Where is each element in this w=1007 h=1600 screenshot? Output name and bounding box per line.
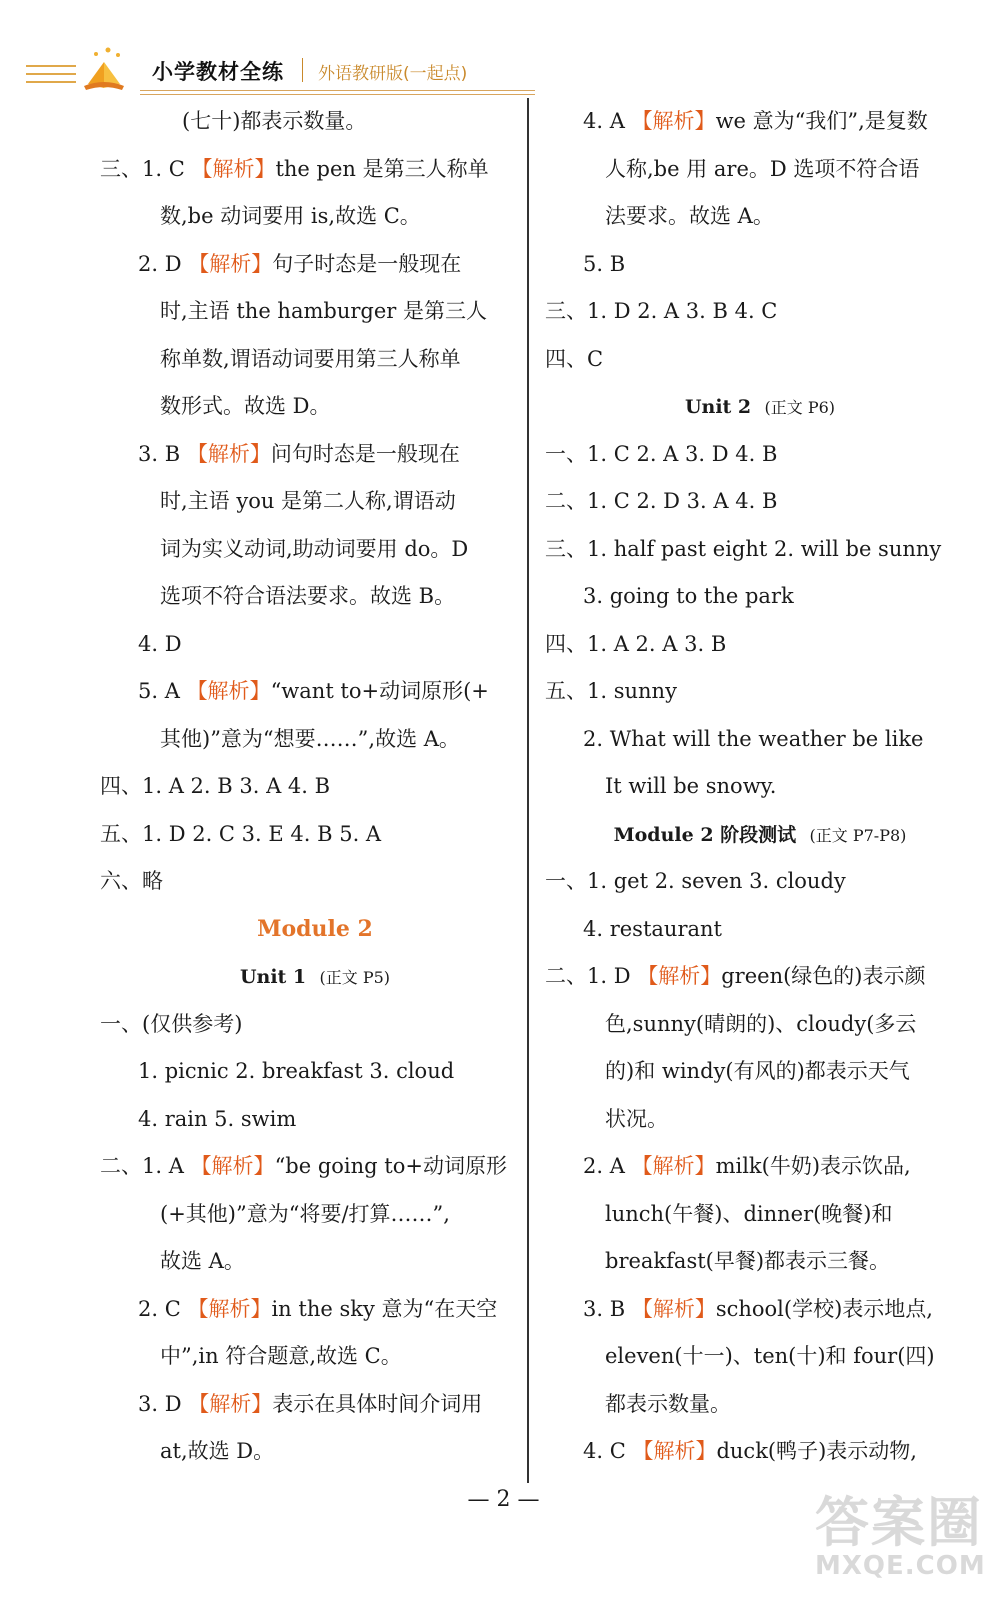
test-heading: Module 2 阶段测试 (正文 P7-P8)	[613, 823, 907, 846]
analysis-tag: 【解析】	[187, 1296, 272, 1321]
answer-line: 五、1. D 2. C 3. E 4. B 5. A	[100, 821, 382, 846]
answer-line: at,故选 D。	[160, 1439, 275, 1463]
answer-line: It will be snowy.	[605, 774, 777, 798]
answer-line: 三、1. C 【解析】the pen 是第三人称单	[100, 156, 489, 181]
answer-line: 2. What will the weather be like	[583, 726, 924, 751]
answer-line: lunch(午餐)、dinner(晚餐)和	[605, 1201, 893, 1226]
answer-line: 词为实义动词,助动词要用 do。D	[160, 536, 469, 561]
watermark-text: 答案圈	[815, 1491, 983, 1554]
answer-line: 二、1. C 2. D 3. A 4. B	[545, 489, 778, 513]
answer-line: 3. B 【解析】问句时态是一般现在	[138, 441, 460, 466]
answer-line: 四、1. A 2. A 3. B	[545, 631, 727, 656]
answer-line: 2. D 【解析】句子时态是一般现在	[138, 251, 462, 276]
answer-line: 人称,be 用 are。D 选项不符合语	[605, 156, 920, 181]
analysis-tag: 【解析】	[631, 109, 716, 133]
answer-line: 故选 A。	[160, 1249, 245, 1273]
answer-line: 二、1. D 【解析】green(绿色的)表示颜	[545, 964, 926, 988]
right-column	[545, 98, 975, 1476]
answer-line: 三、1. half past eight 2. will be sunny	[545, 536, 942, 561]
module-heading: Module 2	[257, 915, 373, 942]
answer-line: breakfast(早餐)都表示三餐。	[605, 1249, 891, 1273]
watermark	[815, 1480, 986, 1581]
answer-line: 色,sunny(晴朗的)、cloudy(多云	[605, 1011, 917, 1036]
answer-line: 中”,in 符合题意,故选 C。	[160, 1344, 402, 1368]
book-logo-icon	[18, 44, 138, 94]
analysis-tag: 【解析】	[188, 251, 273, 276]
analysis-tag: 【解析】	[186, 679, 271, 703]
analysis-tag: 【解析】	[637, 964, 722, 988]
answer-line: 六、略	[100, 869, 163, 893]
book-edition: 外语教研版(一起点)	[318, 64, 468, 84]
answer-line: 称单数,谓语动词要用第三人称单	[160, 346, 461, 371]
answer-line: 3. B 【解析】school(学校)表示地点,	[583, 1296, 933, 1321]
analysis-tag: 【解析】	[188, 1391, 273, 1416]
analysis-tag: 【解析】	[631, 1154, 716, 1178]
page-number: — 2 —	[467, 1487, 540, 1512]
unit-heading: Unit 1 (正文 P5)	[239, 966, 391, 988]
header-separator	[302, 58, 303, 82]
answer-line: 时,主语 the hamburger 是第三人	[160, 299, 487, 323]
answer-line: 都表示数量。	[605, 1391, 731, 1416]
answer-line: 其他)”意为“想要……”,故选 A。	[160, 726, 460, 751]
answer-line: 4. restaurant	[583, 916, 722, 941]
page-header	[0, 40, 545, 100]
analysis-tag: 【解析】	[191, 156, 276, 181]
answer-line: 3. going to the park	[583, 584, 794, 608]
book-title: 小学教材全练	[152, 60, 284, 84]
answer-line: 的)和 windy(有风的)都表示天气	[605, 1059, 910, 1083]
answer-line: 一、1. get 2. seven 3. cloudy	[545, 869, 846, 893]
answer-line: 数,be 动词要用 is,故选 C。	[160, 204, 421, 228]
answer-line: 四、1. A 2. B 3. A 4. B	[100, 774, 331, 798]
answer-line: 时,主语 you 是第二人称,谓语动	[160, 489, 456, 513]
answer-line: 状况。	[605, 1106, 668, 1131]
answer-line: 1. picnic 2. breakfast 3. cloud	[138, 1059, 455, 1083]
answer-line: (七十)都表示数量。	[182, 109, 367, 133]
unit-heading: Unit 2 (正文 P6)	[684, 396, 836, 418]
answer-line: 4. D	[138, 631, 182, 656]
answer-line: 选项不符合语法要求。故选 B。	[160, 584, 456, 608]
answer-line: 三、1. D 2. A 3. B 4. C	[545, 299, 778, 323]
analysis-tag: 【解析】	[632, 1439, 717, 1463]
answer-line: 4. A 【解析】we 意为“我们”,是复数	[583, 109, 928, 133]
answer-line: 数形式。故选 D。	[160, 394, 331, 418]
answer-line: 4. rain 5. swim	[138, 1106, 297, 1131]
header-rule	[140, 90, 535, 95]
answer-line: 四、C	[545, 346, 604, 371]
left-column	[100, 98, 530, 1476]
answer-line: 法要求。故选 A。	[605, 204, 774, 228]
answer-line: 5. B	[583, 251, 626, 276]
answer-line: eleven(十一)、ten(十)和 four(四)	[605, 1344, 935, 1368]
analysis-tag: 【解析】	[631, 1296, 716, 1321]
answer-line: 2. A 【解析】milk(牛奶)表示饮品,	[583, 1154, 911, 1178]
analysis-tag: 【解析】	[190, 1154, 275, 1178]
answer-line: 二、1. A 【解析】“be going to+动词原形	[100, 1154, 507, 1178]
answer-line: 一、1. C 2. A 3. D 4. B	[545, 441, 778, 466]
answer-line: (+其他)”意为“将要/打算……”,	[160, 1201, 450, 1226]
watermark-url: MXQE.COM	[815, 1551, 986, 1581]
answer-line: 5. A 【解析】“want to+动词原形(+	[138, 679, 489, 703]
answer-line: 4. C 【解析】duck(鸭子)表示动物,	[583, 1439, 917, 1463]
answer-line: 3. D 【解析】表示在具体时间介词用	[138, 1391, 483, 1416]
answer-line: 五、1. sunny	[545, 679, 677, 703]
answer-line: 一、(仅供参考)	[100, 1011, 243, 1036]
answer-line: 2. C 【解析】in the sky 意为“在天空	[138, 1296, 498, 1321]
analysis-tag: 【解析】	[186, 441, 271, 466]
